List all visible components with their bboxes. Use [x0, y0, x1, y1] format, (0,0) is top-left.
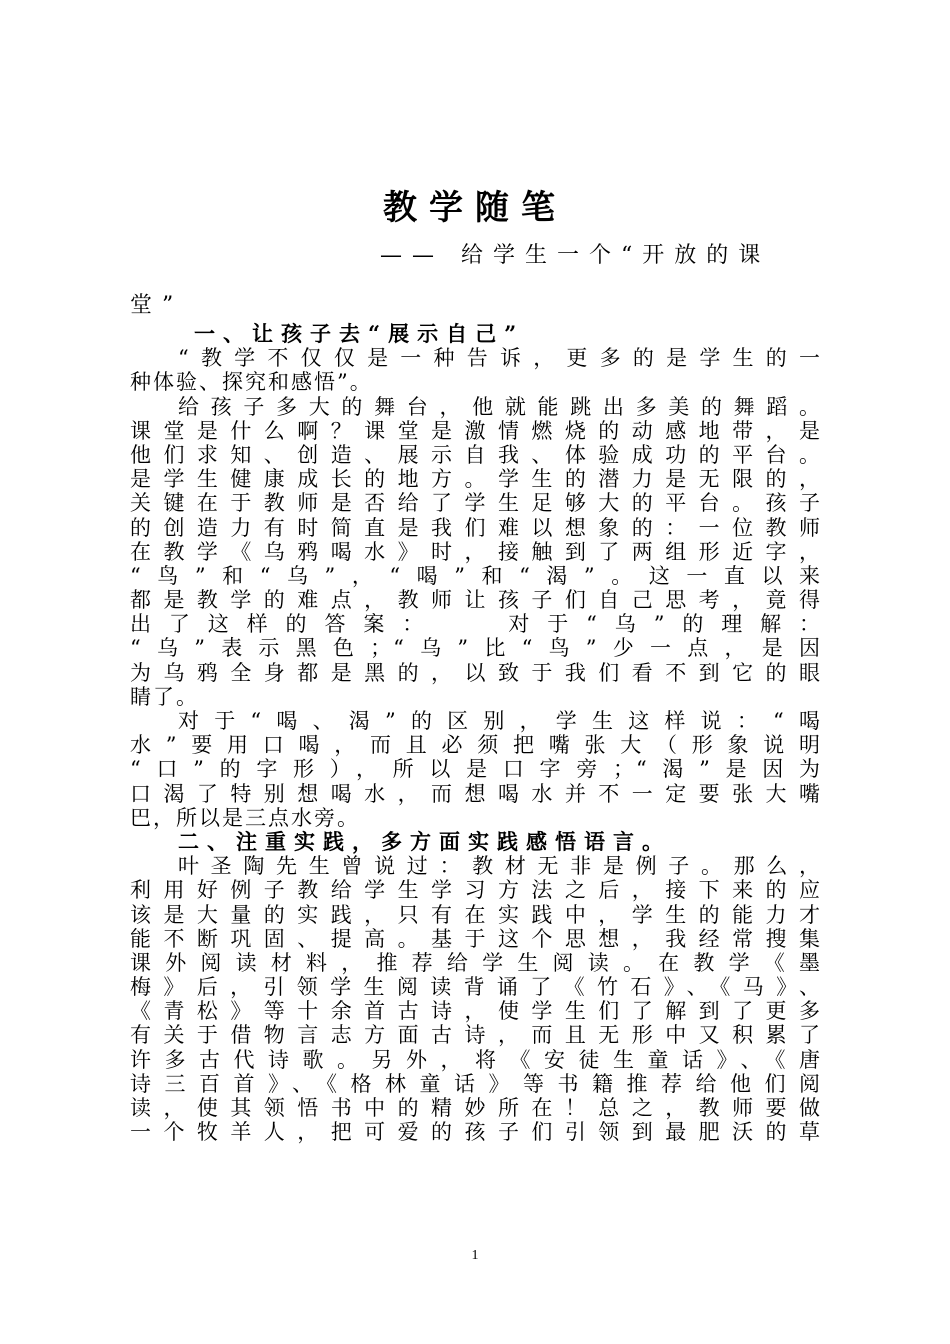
document-subtitle-tail: 堂” — [130, 293, 184, 318]
document-title: 教学随笔 — [383, 188, 567, 228]
body-line: 种体验、探究和感悟”。 — [130, 370, 373, 395]
body-line: 该是大量的实践，只有在实践中，学生的能力才 — [130, 902, 822, 927]
page-number: 1 — [471, 1248, 479, 1263]
body-line: 关键在于教师是否给了学生足够大的平台。孩子 — [130, 491, 822, 516]
body-line: “乌”表示黑色；“乌”比“鸟”少一点，是因 — [130, 636, 822, 661]
body-line: 梅》后，引领学生阅读背诵了《竹石》、《马》、 — [130, 975, 822, 1000]
body-line: 在教学《乌鸦喝水》时，接触到了两组形近字， — [130, 539, 822, 564]
body-line: 给孩子多大的舞台，他就能跳出多美的舞蹈。 — [178, 394, 822, 419]
section-heading: 二、注重实践，多方面实践感悟语言。 — [178, 829, 671, 854]
body-line: 课外阅读材料，推荐给学生阅读。在教学《墨 — [130, 950, 822, 975]
body-line: 是学生健康成长的地方。学生的潜力是无限的， — [130, 467, 822, 492]
body-line: 叶圣陶先生曾说过：教材无非是例子。那么， — [178, 854, 822, 879]
body-line: 一个牧羊人，把可爱的孩子们引领到最肥沃的草 — [130, 1120, 822, 1145]
body-line: 有关于借物言志方面古诗，而且无形中又积累了 — [130, 1023, 822, 1048]
body-line: “教学不仅仅是一种告诉，更多的是学生的一 — [178, 346, 822, 371]
body-line: 许多古代诗歌。另外，将《安徒生童话》、《唐 — [130, 1047, 822, 1072]
document-subtitle: —— 给学生一个“开放的课 — [380, 243, 771, 268]
body-line: 能不断巩固、提高。基于这个思想，我经常搜集 — [130, 926, 822, 951]
body-line: 的创造力有时简直是我们难以想象的：一位教师 — [130, 515, 822, 540]
body-line: 为乌鸦全身都是黑的，以致于我们看不到它的眼 — [130, 660, 822, 685]
document-body — [130, 322, 822, 1144]
body-line: 利用好例子教给学生学习方法之后，接下来的应 — [130, 878, 822, 903]
body-line: 出了这样的答案： 对于“乌”的理解： — [130, 612, 822, 637]
body-line: 水”要用口喝，而且必须把嘴张大（形象说明 — [130, 733, 822, 758]
body-line: “鸟”和“乌”，“喝”和“渴”。这一直以来 — [130, 563, 822, 588]
body-line: 睛了。 — [130, 684, 199, 709]
body-line: 都是教学的难点，教师让孩子们自己思考，竟得 — [130, 588, 822, 613]
body-line: 巴，所以是三点水旁。 — [130, 805, 360, 830]
body-line: 口渴了特别想喝水，而想喝水并不一定要张大嘴 — [130, 781, 822, 806]
body-line: 课堂是什么啊？课堂是激情燃烧的动感地带，是 — [130, 418, 822, 443]
body-line: 《青松》等十余首古诗，使学生们了解到了更多 — [130, 999, 822, 1024]
body-line: 他们求知、创造、展示自我、体验成功的平台。 — [130, 442, 822, 467]
body-line: “口”的字形），所以是口字旁；“渴”是因为 — [130, 757, 822, 782]
body-line: 诗三百首》、《格林童话》等书籍推荐给他们阅 — [130, 1071, 822, 1096]
body-line: 读，使其领悟书中的精妙所在！总之，教师要做 — [130, 1096, 822, 1120]
section-heading: 一、让孩子去“展示自己” — [194, 322, 525, 346]
body-line: 对于“喝、渴”的区别，学生这样说：“喝 — [178, 709, 822, 733]
